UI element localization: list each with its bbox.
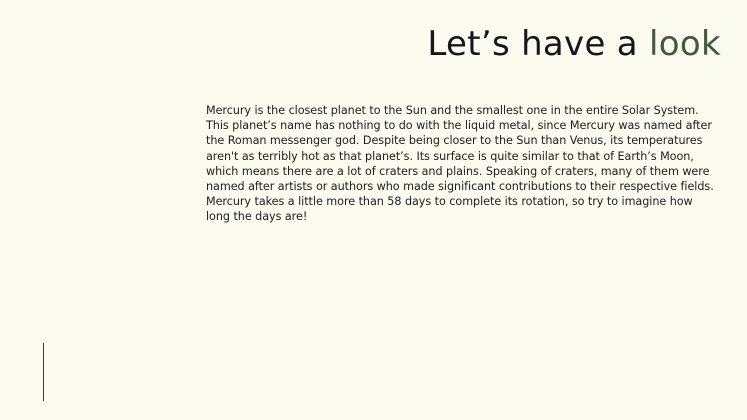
slide-body-text: Mercury is the closest planet to the Sun and the smallest one in the entire Solar System. This planet’s name has nothing to do with the liquid metal, since Mercury was named after the Roman messenger god. Despite being closer to the Sun than Venus, its temperatures aren't as terribly hot as that planet’s. Its surface is quite similar to that of Earth’s Moon, which means there are a lot of craters and plains. Speaking of craters, many of them were named after artists or authors who made significant contributions to their respective fields. Mercury takes a little more than 58 days to complete its rotation, so try to imagine how long the days are! — [206, 104, 714, 224]
slide-title-main: Let’s have a — [427, 24, 650, 64]
slide-title — [427, 22, 721, 66]
decorative-vertical-rule — [43, 343, 44, 401]
slide-title-accent: look — [649, 24, 721, 64]
